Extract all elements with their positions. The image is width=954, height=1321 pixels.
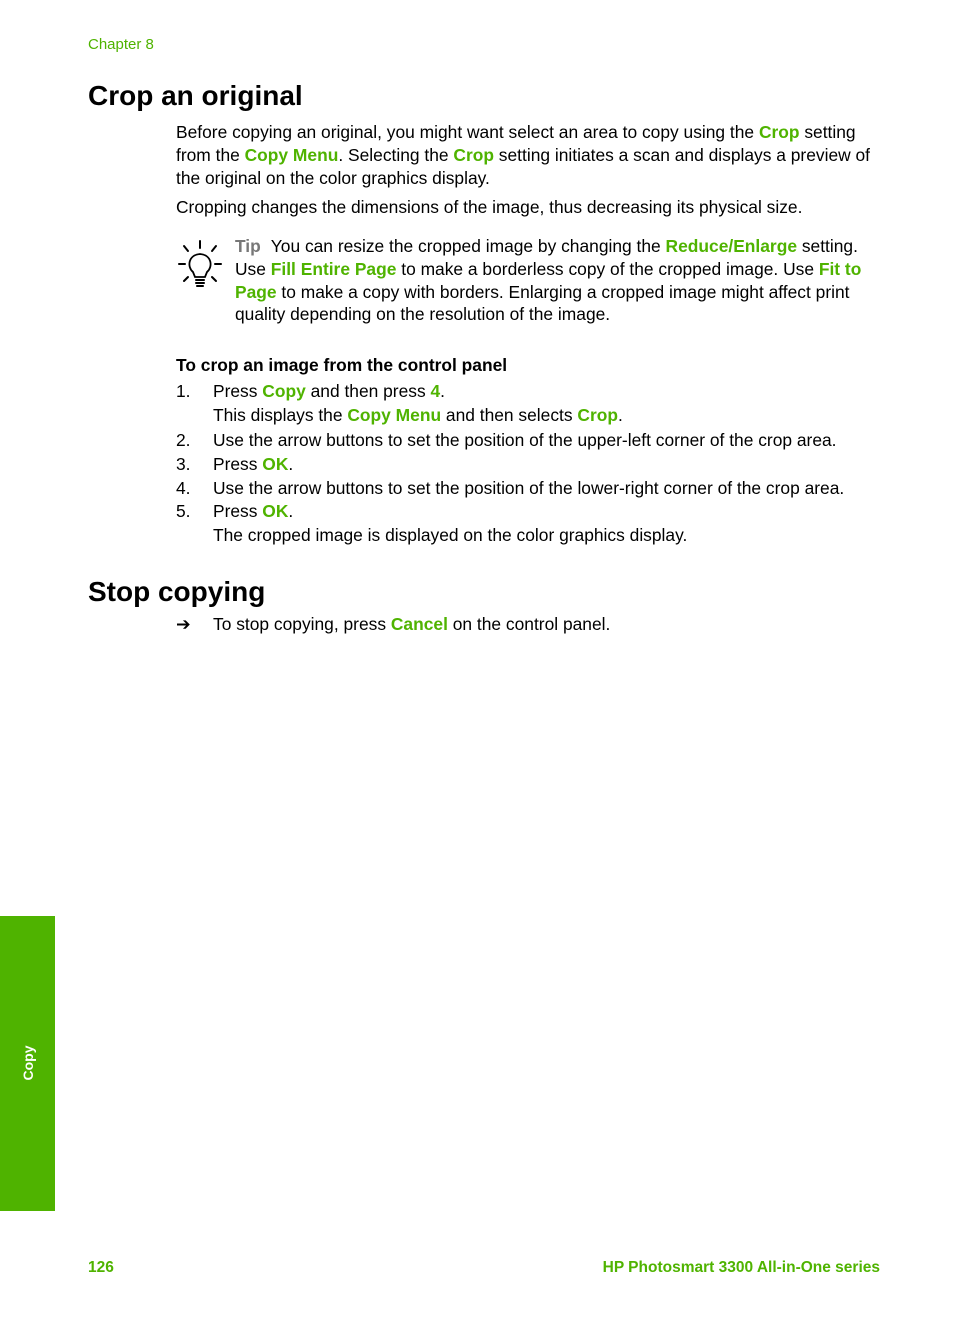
step-4: 4. Use the arrow buttons to set the position of the lower-right corner of the crop area. bbox=[176, 478, 845, 498]
cropping-paragraph: Cropping changes the dimensions of the image, thus decreasing its physical size. bbox=[176, 197, 803, 217]
step-number: 3. bbox=[176, 454, 191, 474]
product-name: HP Photosmart 3300 All-in-One series bbox=[602, 1259, 880, 1276]
step-number: 1. bbox=[176, 381, 191, 401]
section-title-stop: Stop copying bbox=[88, 576, 266, 607]
procedure-title: To crop an image from the control panel bbox=[176, 355, 508, 375]
stop-instruction: ➔ To stop copying, press Cancel on the control panel. bbox=[176, 614, 611, 634]
chapter-label: Chapter 8 bbox=[88, 36, 154, 53]
step-number: 4. bbox=[176, 478, 191, 498]
page-number: 126 bbox=[88, 1259, 114, 1276]
arrow-icon: ➔ bbox=[176, 614, 191, 634]
step-number: 5. bbox=[176, 501, 191, 521]
tip-box: Tip You can resize the cropped image by changing the Reduce/Enlarge setting. Use Fill Entire Page to make a borderless copy of the cropped image. Use Fit to Page to make a copy with borders. Enlarging a cropped image might affect print quality depending on the resolution of the image. bbox=[235, 236, 862, 325]
side-tab-label: Copy bbox=[20, 1045, 36, 1081]
lightbulb-icon bbox=[177, 239, 223, 291]
intro-paragraph: Before copying an original, you might want select an area to copy using the Crop setting from the Copy Menu. Selecting the Crop setting initiates a scan and displays a preview of the original on the color graphics display. bbox=[176, 122, 871, 188]
step-number: 2. bbox=[176, 430, 191, 450]
step-5: 5. Press OK. The cropped image is displayed on the color graphics display. bbox=[176, 501, 688, 545]
step-3: 3. Press OK. bbox=[176, 454, 294, 474]
section-title-crop: Crop an original bbox=[88, 80, 303, 111]
tip-label: Tip bbox=[235, 236, 261, 256]
step-1: 1. Press Copy and then press 4. This displays the Copy Menu and then selects Crop. bbox=[176, 381, 623, 425]
step-2: 2. Use the arrow buttons to set the position of the upper-left corner of the crop area. bbox=[176, 430, 837, 450]
